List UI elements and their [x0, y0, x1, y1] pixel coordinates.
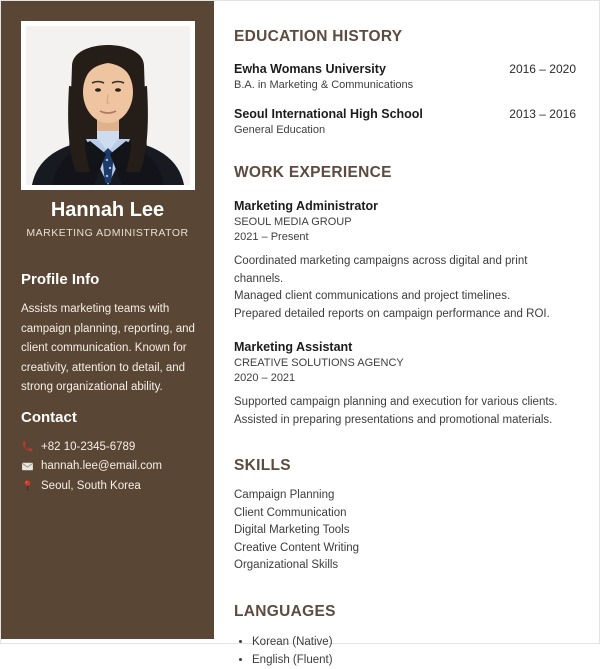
job-details: [234, 253, 576, 323]
contact-item-location: [21, 476, 202, 496]
skill-item: Organizational Skills: [234, 559, 339, 571]
skill-item: Creative Content Writing: [234, 541, 360, 554]
languages-list: [234, 633, 576, 669]
contact-heading: Contact: [21, 409, 77, 426]
email-address: hannah.lee@email.com: [41, 460, 162, 473]
job-detail-line: Managed client communications and project timelines.: [234, 290, 511, 302]
profile-photo: [21, 21, 195, 190]
contact-list: [21, 437, 202, 496]
contact-section: [21, 409, 202, 496]
experience-entry: [234, 340, 576, 429]
company-name: CREATIVE SOLUTIONS AGENCY: [234, 357, 404, 369]
phone-icon: [21, 440, 34, 453]
skills-heading: SKILLS: [234, 457, 291, 474]
job-detail-line: Prepared detailed reports on campaign performance and ROI.: [234, 307, 550, 320]
job-dates: 2020 – 2021: [234, 372, 296, 384]
main-column: [234, 1, 576, 669]
phone-number: +82 10-2345-6789: [41, 440, 136, 453]
education-heading: EDUCATION HISTORY: [234, 28, 403, 45]
skills-list: [234, 487, 576, 575]
location-text: Seoul, South Korea: [41, 479, 141, 492]
candidate-job-title: MARKETING ADMINISTRATOR: [26, 227, 189, 239]
education-dates: 2016 – 2020: [509, 62, 576, 76]
education-entry: [234, 107, 576, 136]
profile-text: Assists marketing teams with campaign planning, reporting, and client communication. Known for creativity, attention to detail, and strong organizational ability.: [21, 303, 195, 393]
school-name: Seoul International High School: [234, 107, 423, 121]
language-item: • Korean (Native): [252, 633, 576, 651]
experience-entry: [234, 199, 576, 323]
location-icon: [21, 479, 34, 492]
portrait-illustration: [26, 26, 190, 185]
job-detail-line: Assisted in preparing presentations and promotional materials.: [234, 413, 553, 426]
skill-item: Campaign Planning: [234, 489, 335, 501]
degree: B.A. in Marketing & Communications: [234, 79, 414, 91]
language-item: • English (Fluent): [252, 651, 576, 669]
contact-item-email: [21, 457, 202, 477]
experience-heading: WORK EXPERIENCE: [234, 164, 392, 181]
languages-heading: LANGUAGES: [234, 602, 336, 620]
skill-item: Digital Marketing Tools: [234, 524, 350, 536]
degree: General Education: [234, 124, 326, 136]
profile-heading: Profile Info: [21, 271, 100, 288]
job-dates: 2021 – Present: [234, 231, 309, 243]
contact-item-phone: [21, 437, 202, 457]
profile-section: [21, 271, 199, 398]
job-title: Marketing Administrator: [234, 199, 379, 213]
job-detail-line: Supported campaign planning and execution for various clients.: [234, 396, 558, 408]
job-detail-line: Coordinated marketing campaigns across digital and print channels.: [234, 255, 528, 285]
job-title: Marketing Assistant: [234, 340, 353, 354]
candidate-name: Hannah Lee: [50, 199, 165, 221]
school-name: Ewha Womans University: [234, 62, 386, 76]
company-name: SEOUL MEDIA GROUP: [234, 216, 352, 228]
sidebar: [1, 1, 214, 639]
education-entry: [234, 62, 576, 91]
education-dates: 2013 – 2016: [509, 107, 576, 121]
email-icon: [21, 460, 34, 473]
job-details: [234, 394, 576, 429]
skill-item: Client Communication: [234, 506, 347, 519]
